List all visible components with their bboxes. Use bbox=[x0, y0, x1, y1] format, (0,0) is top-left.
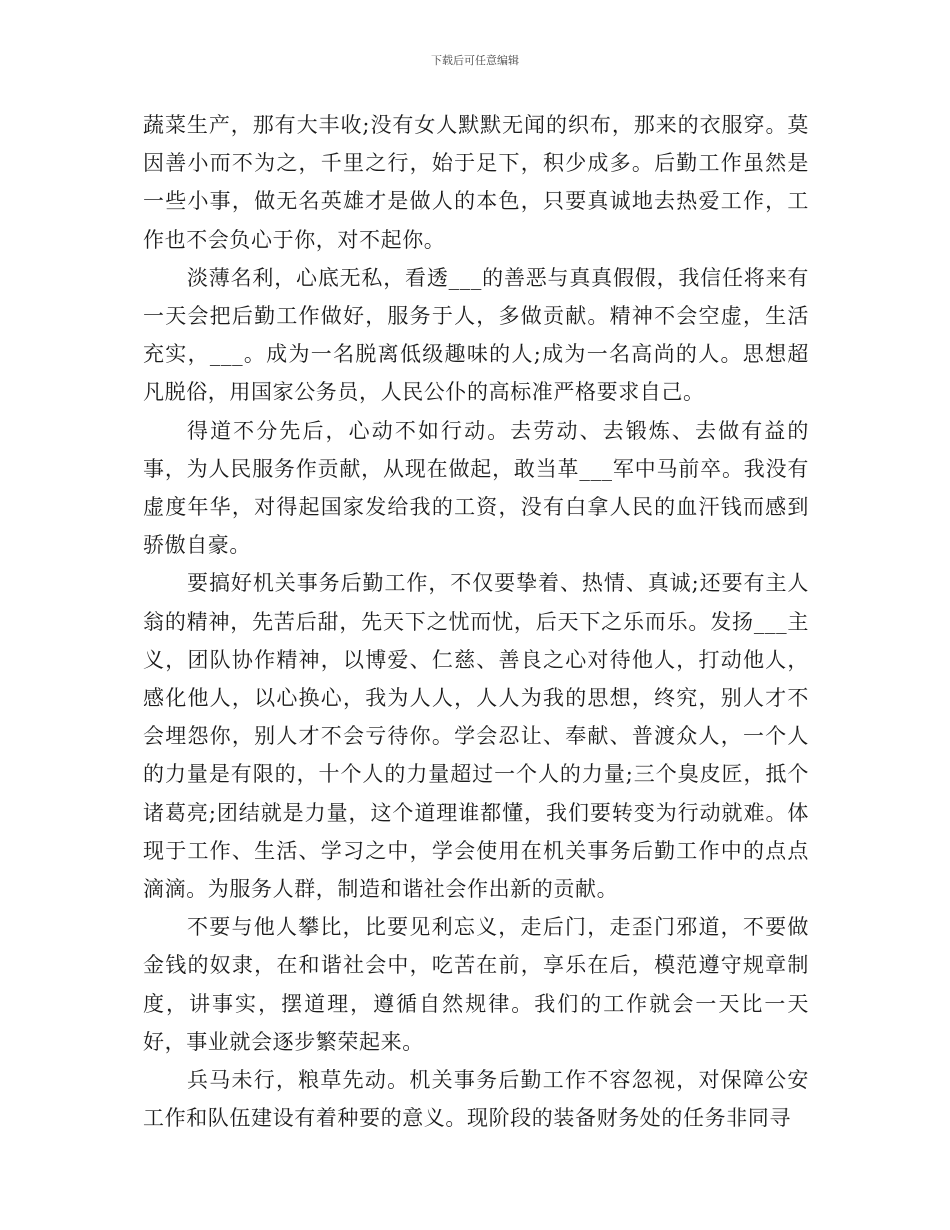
page-header: 下载后可任意编辑 bbox=[431, 54, 519, 67]
paragraph-3: 得道不分先后，心动不如行动。去劳动、去锻炼、去做有益的事，为人民服务作贡献，从现在做起，敢当革___军中马前卒。我没有虚度年华，对得起国家发给我的工资，没有白拿人民的血汗钱而感到骄傲自豪。 bbox=[143, 418, 809, 558]
document-body bbox=[143, 106, 809, 1137]
paragraph-4: 要搞好机关事务后勤工作，不仅要挚着、热情、真诚;还要有主人翁的精神，先苦后甜，先天下之忧而忧，后天下之乐而乐。发扬___主义，团队协作精神，以博爱、仁慈、善良之心对待他人，打动他人，感化他人，以心换心，我为人人，人人为我的思想，终究，别人才不会埋怨你，别人才不会亏待你。学会忍让、奉献、普渡众人，一个人的力量是有限的，十个人的力量超过一个人的力量;三个臭皮匠，抵个诸葛亮;团结就是力量，这个道理谁都懂，我们要转变为行动就难。体现于工作、生活、学习之中，学会使用在机关事务后勤工作中的点点滴滴。为服务人群，制造和谐社会作出新的贡献。 bbox=[143, 571, 809, 902]
paragraph-6: 兵马未行，粮草先动。机关事务后勤工作不容忽视，对保障公安工作和队伍建设有着种要的意义。现阶段的装备财务处的任务非同寻 bbox=[143, 1068, 809, 1131]
paragraph-1: 蔬菜生产，那有大丰收;没有女人默默无闻的织布，那来的衣服穿。莫因善小而不为之，千里之行，始于足下，积少成多。后勤工作虽然是一些小事，做无名英雄才是做人的本色，只要真诚地去热爱工作，工作也不会负心于你，对不起你。 bbox=[143, 113, 809, 252]
paragraph-5: 不要与他人攀比，比要见利忘义，走后门，走歪门邪道，不要做金钱的奴隶，在和谐社会中，吃苦在前，享乐在后，模范遵守规章制度，讲事实，摆道理，遵循自然规律。我们的工作就会一天比一天好，事业就会逐步繁荣起来。 bbox=[143, 915, 809, 1054]
paragraph-2: 淡薄名利，心底无私，看透___的善恶与真真假假，我信任将来有一天会把后勤工作做好，服务于人，多做贡献。精神不会空虚，生活充实，___。成为一名脱离低级趣味的人;成为一名高尚的人。思想超凡脱俗，用国家公务员，人民公仆的高标准严格要求自己。 bbox=[143, 265, 809, 405]
